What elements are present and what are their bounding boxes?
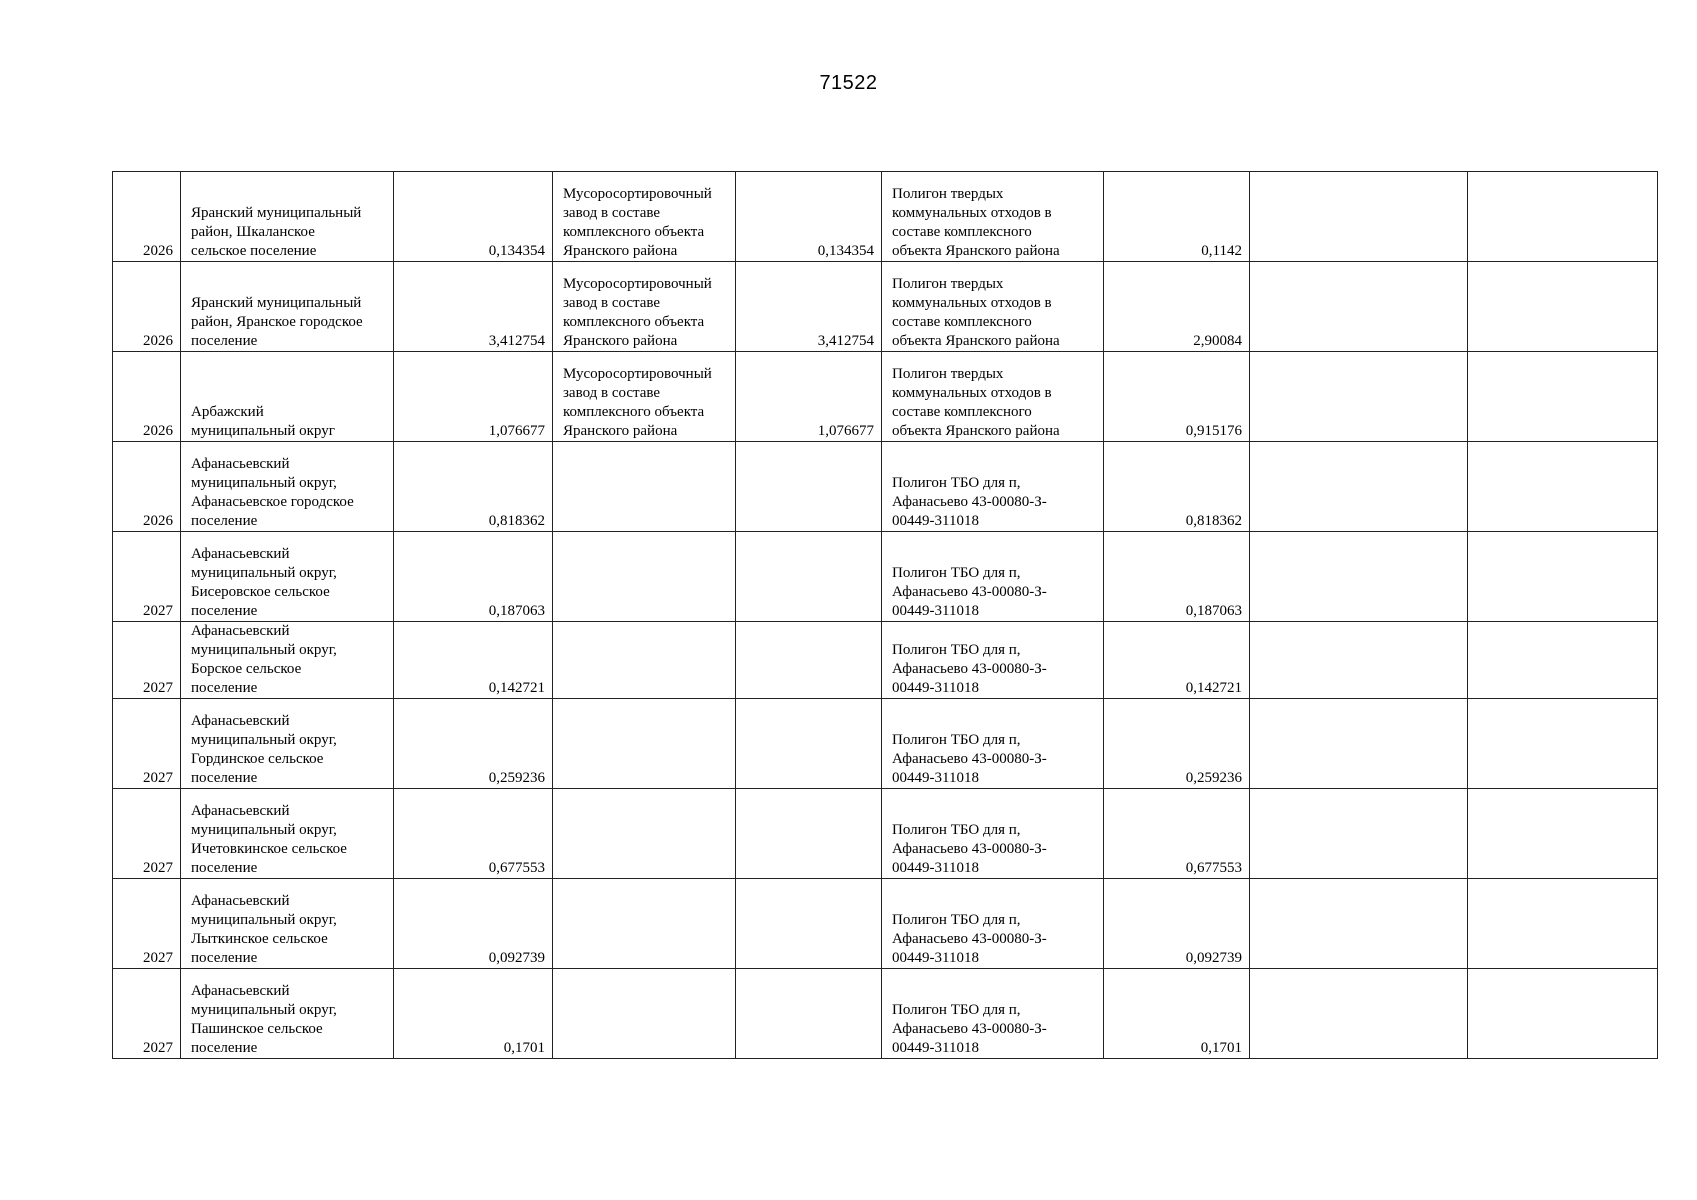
- table-row: [113, 262, 1658, 352]
- year-cell: 2026: [113, 442, 181, 532]
- municipality-cell: Афанасьевский муниципальный округ, Лыткинское сельское поселение: [181, 879, 394, 969]
- empty-cell: [1250, 969, 1468, 1059]
- table-row: [113, 172, 1658, 262]
- waste-flow-table: [112, 171, 1658, 1059]
- year-cell: 2027: [113, 789, 181, 879]
- processing-facility-cell: [553, 699, 736, 789]
- processing-facility-cell: Мусоросортировочный завод в составе комплексного объекта Яранского района: [553, 172, 736, 262]
- empty-cell: [1468, 699, 1658, 789]
- municipality-cell: Яранский муниципальный район, Шкаланское сельское поселение: [181, 172, 394, 262]
- empty-cell: [1468, 879, 1658, 969]
- landfill-mass-cell: 0,677553: [1104, 789, 1250, 879]
- landfill-mass-cell: 0,092739: [1104, 879, 1250, 969]
- processing-mass-cell: 3,412754: [736, 262, 882, 352]
- landfill-mass-cell: 0,259236: [1104, 699, 1250, 789]
- table-row: [113, 532, 1658, 622]
- landfill-cell: Полигон твердых коммунальных отходов в составе комплексного объекта Яранского района: [882, 352, 1104, 442]
- year-cell: 2027: [113, 622, 181, 699]
- landfill-cell: Полигон ТБО для п, Афанасьево 43-00080-З- 00449-311018: [882, 532, 1104, 622]
- empty-cell: [1468, 622, 1658, 699]
- waste-mass-cell: 1,076677: [394, 352, 553, 442]
- processing-mass-cell: [736, 622, 882, 699]
- landfill-cell: Полигон ТБО для п, Афанасьево 43-00080-З- 00449-311018: [882, 879, 1104, 969]
- municipality-cell: Афанасьевский муниципальный округ, Бисеровское сельское поселение: [181, 532, 394, 622]
- waste-mass-cell: 0,187063: [394, 532, 553, 622]
- processing-facility-cell: [553, 969, 736, 1059]
- year-cell: 2027: [113, 699, 181, 789]
- empty-cell: [1250, 172, 1468, 262]
- table-row: [113, 969, 1658, 1059]
- landfill-mass-cell: 0,1142: [1104, 172, 1250, 262]
- landfill-cell: Полигон твердых коммунальных отходов в составе комплексного объекта Яранского района: [882, 172, 1104, 262]
- table-row: [113, 789, 1658, 879]
- municipality-cell: Афанасьевский муниципальный округ, Афанасьевское городское поселение: [181, 442, 394, 532]
- empty-cell: [1468, 172, 1658, 262]
- landfill-mass-cell: 0,915176: [1104, 352, 1250, 442]
- landfill-cell: Полигон ТБО для п, Афанасьево 43-00080-З- 00449-311018: [882, 969, 1104, 1059]
- landfill-cell: Полигон ТБО для п, Афанасьево 43-00080-З- 00449-311018: [882, 699, 1104, 789]
- landfill-mass-cell: 0,818362: [1104, 442, 1250, 532]
- municipality-cell: Яранский муниципальный район, Яранское городское поселение: [181, 262, 394, 352]
- table-row: [113, 879, 1658, 969]
- processing-facility-cell: [553, 879, 736, 969]
- landfill-mass-cell: 2,90084: [1104, 262, 1250, 352]
- waste-mass-cell: 0,092739: [394, 879, 553, 969]
- processing-mass-cell: [736, 879, 882, 969]
- page-number: 71522: [819, 72, 878, 94]
- municipality-cell: Афанасьевский муниципальный округ, Гординское сельское поселение: [181, 699, 394, 789]
- year-cell: 2026: [113, 352, 181, 442]
- municipality-cell: Афанасьевский муниципальный округ, Ичетовкинское сельское поселение: [181, 789, 394, 879]
- landfill-mass-cell: 0,1701: [1104, 969, 1250, 1059]
- empty-cell: [1468, 442, 1658, 532]
- year-cell: 2027: [113, 969, 181, 1059]
- table-row: [113, 699, 1658, 789]
- landfill-cell: Полигон ТБО для п, Афанасьево 43-00080-З- 00449-311018: [882, 789, 1104, 879]
- municipality-cell: Афанасьевский муниципальный округ, Борское сельское поселение: [181, 622, 394, 699]
- waste-mass-cell: 3,412754: [394, 262, 553, 352]
- empty-cell: [1250, 699, 1468, 789]
- year-cell: 2027: [113, 879, 181, 969]
- waste-mass-cell: 0,677553: [394, 789, 553, 879]
- waste-mass-cell: 0,1701: [394, 969, 553, 1059]
- waste-mass-cell: 0,134354: [394, 172, 553, 262]
- table-row: [113, 352, 1658, 442]
- municipality-cell: Афанасьевский муниципальный округ, Пашинское сельское поселение: [181, 969, 394, 1059]
- year-cell: 2026: [113, 172, 181, 262]
- empty-cell: [1468, 969, 1658, 1059]
- processing-facility-cell: [553, 532, 736, 622]
- empty-cell: [1250, 879, 1468, 969]
- processing-facility-cell: [553, 789, 736, 879]
- processing-facility-cell: [553, 442, 736, 532]
- empty-cell: [1250, 789, 1468, 879]
- processing-mass-cell: [736, 969, 882, 1059]
- table-row: [113, 622, 1658, 699]
- processing-facility-cell: Мусоросортировочный завод в составе комплексного объекта Яранского района: [553, 262, 736, 352]
- processing-mass-cell: 0,134354: [736, 172, 882, 262]
- empty-cell: [1250, 532, 1468, 622]
- empty-cell: [1468, 532, 1658, 622]
- processing-facility-cell: [553, 622, 736, 699]
- municipality-cell: Арбажский муниципальный округ: [181, 352, 394, 442]
- landfill-mass-cell: 0,187063: [1104, 532, 1250, 622]
- waste-mass-cell: 0,818362: [394, 442, 553, 532]
- processing-mass-cell: [736, 789, 882, 879]
- empty-cell: [1250, 352, 1468, 442]
- landfill-cell: Полигон ТБО для п, Афанасьево 43-00080-З- 00449-311018: [882, 622, 1104, 699]
- landfill-cell: Полигон ТБО для п, Афанасьево 43-00080-З- 00449-311018: [882, 442, 1104, 532]
- year-cell: 2026: [113, 262, 181, 352]
- empty-cell: [1250, 442, 1468, 532]
- processing-mass-cell: 1,076677: [736, 352, 882, 442]
- empty-cell: [1250, 622, 1468, 699]
- landfill-cell: Полигон твердых коммунальных отходов в составе комплексного объекта Яранского района: [882, 262, 1104, 352]
- empty-cell: [1468, 789, 1658, 879]
- processing-mass-cell: [736, 699, 882, 789]
- empty-cell: [1250, 262, 1468, 352]
- empty-cell: [1468, 262, 1658, 352]
- year-cell: 2027: [113, 532, 181, 622]
- waste-mass-cell: 0,142721: [394, 622, 553, 699]
- landfill-mass-cell: 0,142721: [1104, 622, 1250, 699]
- processing-mass-cell: [736, 532, 882, 622]
- processing-mass-cell: [736, 442, 882, 532]
- table-row: [113, 442, 1658, 532]
- waste-mass-cell: 0,259236: [394, 699, 553, 789]
- empty-cell: [1468, 352, 1658, 442]
- processing-facility-cell: Мусоросортировочный завод в составе комплексного объекта Яранского района: [553, 352, 736, 442]
